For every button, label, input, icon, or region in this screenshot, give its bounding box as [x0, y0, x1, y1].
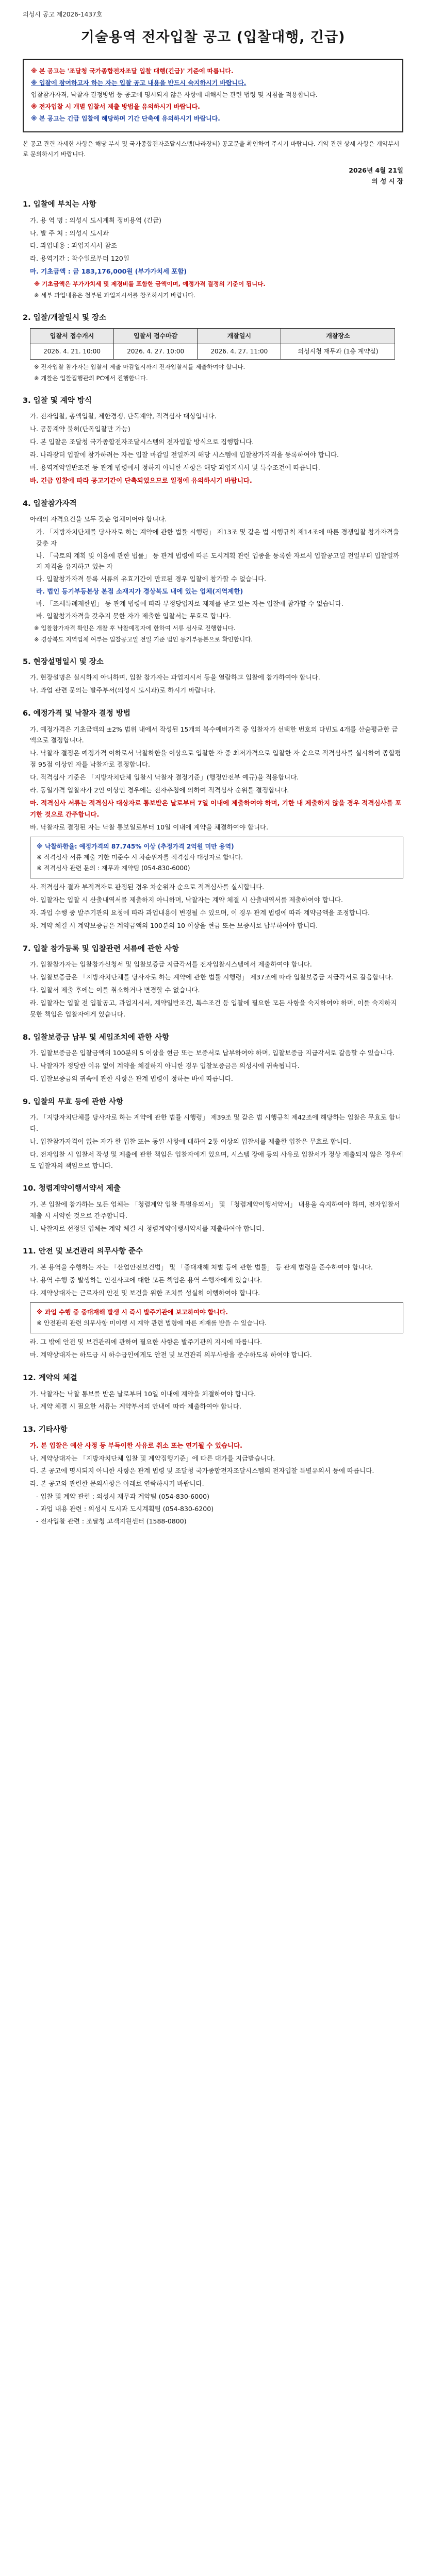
section-item: 다. 계약상대자는 근로자의 안전 및 보건을 위한 조치를 성실히 이행하여야 합니다. — [30, 1289, 260, 1297]
section-item: 라. 동일가격 입찰자가 2인 이상인 경우에는 전자추첨에 의하여 적격심사 순위를 결정합니다. — [30, 786, 289, 794]
section-item: 나. 낙찰자가 정당한 이유 없이 계약을 체결하지 아니한 경우 입찰보증금은 의성시에 귀속됩니다. — [30, 1061, 300, 1070]
notice-line: 입찰참가자격, 낙찰자 결정방법 등 공고에 명시되지 않은 사항에 대해서는 관련 법령 및 지침을 적용합니다. — [31, 91, 318, 99]
section-title: 13. 기타사항 — [23, 1426, 68, 1434]
section-item: 가. 입찰보증금은 입찰금액의 100분의 5 이상을 현금 또는 보증서로 납부하여야 하며, 입찰보증금 지급각서로 갈음할 수 있습니다. — [30, 1049, 395, 1057]
section-item: 마. 기초금액 : 금 183,176,000원 (부가가치세 포함) — [30, 267, 187, 276]
contact-line: - 과업 내용 관련 : 의성시 도시과 도시계획팀 (054-830-6200) — [36, 1505, 214, 1513]
table-cell: 2026. 4. 27. 11:00 — [198, 344, 281, 359]
section-item: 다. 입찰보증금의 귀속에 관한 사항은 관계 법령이 정하는 바에 따릅니다. — [30, 1074, 233, 1082]
section-item: 마. 용역계약일반조건 등 관계 법령에서 정하지 아니한 사항은 해당 과업지시서 및 특수조건에 따릅니다. — [30, 463, 320, 471]
section-title: 1. 입찰에 부치는 사항 — [23, 200, 96, 209]
section-item: 나. 낙찰자로 선정된 업체는 계약 체결 시 청렴계약이행서약서를 제출하여야 합니다. — [30, 1224, 265, 1232]
info-box-line: ※ 적격심사 관련 문의 : 재무과 계약팀 (054-830-6000) — [37, 865, 190, 872]
section-item: 아. 입찰자는 입찰 시 산출내역서를 제출하지 아니하며, 낙찰자는 계약 체결 시 산출내역서를 제출하여야 합니다. — [30, 896, 343, 904]
notice-line: ※ 전자입찰 시 개별 입찰서 제출 방법을 유의하시기 바랍니다. — [31, 103, 200, 111]
section-item: 다. 적격심사 기준은 「지방자치단체 입찰시 낙찰자 결정기준」(행정안전부 예규)을 적용합니다. — [30, 773, 299, 781]
section-note: ※ 세부 과업내용은 첨부된 과업지시서를 참조하시기 바랍니다. — [34, 292, 195, 299]
table-cell: 2026. 4. 27. 10:00 — [114, 344, 198, 359]
section-item: 마. 「조세특례제한법」 등 관계 법령에 따라 부정당업자로 제재를 받고 있는 자는 입찰에 참가할 수 없습니다. — [36, 600, 343, 607]
section-title: 12. 계약의 체결 — [23, 1374, 77, 1383]
page-title: 기술용역 전자입찰 공고 (입찰대행, 긴급) — [80, 29, 346, 45]
section-item: 나. 입찰보증금은 「지방자치단체를 당사자로 하는 계약에 관한 법률 시행령」 제37조에 따라 입찰보증금 지급각서로 갈음합니다. — [30, 973, 394, 981]
notice-line: ※ 본 공고는 '조달청 국가종합전자조달 입찰 대행(긴급)' 기준에 따릅니다. — [31, 67, 234, 75]
table-header: 입찰서 접수마감 — [114, 328, 198, 344]
section-item: 라. 입찰자는 입찰 전 입찰공고, 과업지시서, 계약일반조건, 특수조건 등 입찰에 필요한 모든 사항을 숙지하여야 하며, 이를 숙지하지 못한 책임은 입찰자에게 있습니다. — [30, 998, 397, 1018]
section-item: 나. 낙찰자 결정은 예정가격 이하로서 낙찰하한율 이상으로 입찰한 자 중 최저가격으로 입찰한 자 순으로 적격심사를 실시하여 종합평점 95점 이상인 자를 낙찰자로 결정합니다. — [30, 749, 401, 769]
section-item: 자. 과업 수행 중 발주기관의 요청에 따라 과업내용이 변경될 수 있으며, 이 경우 관계 법령에 따라 계약금액을 조정합니다. — [30, 909, 370, 917]
schedule-table — [30, 328, 395, 360]
section-item: 나. 발 주 처 : 의성시 도시과 — [30, 229, 109, 237]
contact-line: - 전자입찰 관련 : 조달청 고객지원센터 (1588-0800) — [36, 1517, 187, 1525]
table-cell: 의성시청 재무과 (1층 계약실) — [281, 344, 395, 359]
notice-number: 의성시 공고 제2026-1437호 — [23, 11, 103, 18]
section-item: 바. 낙찰자로 결정된 자는 낙찰 통보일로부터 10일 이내에 계약을 체결하여야 합니다. — [30, 823, 269, 831]
section-title: 5. 현장설명일시 및 장소 — [23, 658, 104, 666]
section-title: 10. 청렴계약이행서약서 제출 — [23, 1184, 121, 1193]
section-item: 라. 용역기간 : 착수일로부터 120일 — [30, 255, 129, 263]
section-item: 나. 계약상대자는 「지방자치단체 입찰 및 계약집행기준」에 따른 대가를 지급받습니다. — [30, 1454, 275, 1462]
table-row — [30, 344, 395, 359]
section-title: 2. 입찰/개찰일시 및 장소 — [23, 314, 107, 323]
section-title: 11. 안전 및 보건관리 의무사항 준수 — [23, 1247, 143, 1256]
table-header: 개찰일시 — [198, 328, 281, 344]
section-item: 다. 전자입찰 시 입찰서 작성 및 제출에 관한 책임은 입찰자에게 있으며, 시스템 장애 등의 사유로 입찰서가 정상 제출되지 않은 경우에도 입찰자의 책임으로 합니다. — [30, 1150, 403, 1170]
section-note: ※ 전자입찰 참가자는 입찰서 제출 마감일시까지 전자입찰서를 제출하여야 합니다. — [34, 363, 245, 370]
info-box-line: ※ 적격심사 서류 제출 기한 미준수 시 차순위자를 적격심사 대상자로 합니다. — [37, 854, 243, 861]
section-item: 가. 본 용역을 수행하는 자는 「산업안전보건법」 및 「중대재해 처벌 등에 관한 법률」 등 관계 법령을 준수하여야 합니다. — [30, 1263, 373, 1271]
section-note: ※ 입찰참가자격 확인은 개찰 후 낙찰예정자에 한하여 서류 심사로 진행합니다. — [34, 624, 236, 632]
section-item: 가. 용 역 명 : 의성시 도시계획 정비용역 (긴급) — [30, 216, 162, 224]
notice-box — [23, 59, 403, 132]
section-title: 9. 입찰의 무효 등에 관한 사항 — [23, 1097, 123, 1106]
section-item: 가. 본 입찰은 예산 사정 등 부득이한 사유로 취소 또는 연기될 수 있습니다. — [30, 1441, 242, 1449]
table-header: 개찰장소 — [281, 328, 395, 344]
section-title: 8. 입찰보증금 납부 및 세입조치에 관한 사항 — [23, 1033, 170, 1042]
section-item: 마. 계약상대자는 하도급 시 하수급인에게도 안전 및 보건관리 의무사항을 준수하도록 하여야 합니다. — [30, 1351, 312, 1359]
contact-line: - 입찰 및 계약 관련 : 의성시 재무과 계약팀 (054-830-6000) — [36, 1493, 209, 1501]
section-item: 나. 용역 수행 중 발생하는 안전사고에 대한 모든 책임은 용역 수행자에게 있습니다. — [30, 1276, 263, 1284]
info-box-line: ※ 안전관리 관련 의무사항 미이행 시 계약 관련 법령에 따른 제재를 받을 수 있습니다. — [37, 1319, 267, 1327]
section-item: 나. 공동계약 불허(단독입찰만 가능) — [30, 425, 130, 433]
section-item: 가. 입찰참가자는 입찰참가신청서 및 입찰보증금 지급각서를 전자입찰시스템에서 제출하여야 합니다. — [30, 960, 312, 969]
info-box — [30, 1302, 403, 1333]
section-title: 4. 입찰참가자격 — [23, 499, 77, 508]
section-item: 가. 본 입찰에 참가하는 모든 업체는 「청렴계약 입찰 특별유의서」 및 「청렴계약이행서약서」 내용을 숙지하여야 하며, 전자입찰서 제출 시 서약한 것으로 간주합니다. — [30, 1200, 400, 1219]
section-item: 나. 계약 체결 시 필요한 서류는 계약부서의 안내에 따라 제출하여야 합니다. — [30, 1402, 241, 1411]
section-item: 가. 낙찰자는 낙찰 통보를 받은 날로부터 10일 이내에 계약을 체결하여야 합니다. — [30, 1389, 256, 1398]
section-item: 바. 긴급 입찰에 따라 공고기간이 단축되었으므로 일정에 유의하시기 바랍니다. — [30, 476, 252, 484]
section-item: 바. 입찰참가자격을 갖추지 못한 자가 제출한 입찰서는 무효로 합니다. — [36, 612, 231, 620]
section-item: 나. 입찰참가자격이 없는 자가 한 입찰 또는 동일 사항에 대하여 2통 이상의 입찰서를 제출한 입찰은 무효로 합니다. — [30, 1137, 351, 1145]
section-item: 가. 현장설명은 실시하지 아니하며, 입찰 참가자는 과업지시서 등을 열람하고 입찰에 참가하여야 합니다. — [30, 673, 320, 682]
section-title: 7. 입찰 참가등록 및 입찰관련 서류에 관한 사항 — [23, 944, 179, 953]
section-item: 가. 전자입찰, 총액입찰, 제한경쟁, 단독계약, 적격심사 대상입니다. — [30, 412, 217, 420]
section-item: 라. 나라장터 입찰에 참가하려는 자는 입찰 마감일 전일까지 해당 시스템에 입찰참가자격을 등록하여야 합니다. — [30, 450, 339, 459]
section-title: 3. 입찰 및 계약 방식 — [23, 396, 92, 405]
section-item: 나. 과업 관련 문의는 발주부서(의성시 도시과)로 하시기 바랍니다. — [30, 686, 216, 694]
notice-tail: 본 공고 관련 자세한 사항은 해당 부서 및 국가종합전자조달시스템(나라장터) 공고문을 확인하여 주시기 바랍니다. 계약 관련 상세 사항은 계약부서로 문의하시기 바랍니다. — [23, 140, 400, 158]
info-box — [30, 837, 403, 878]
section-title: 6. 예정가격 및 낙찰자 결정 방법 — [23, 709, 130, 718]
issuing-organization: 의 성 시 장 — [371, 177, 403, 185]
section-item: 라. 법인 등기부등본상 본점 소재지가 경상북도 내에 있는 업체(지역제한) — [36, 587, 243, 596]
section-item: 라. 그 밖에 안전 및 보건관리에 관하여 필요한 사항은 발주기관의 지시에 따릅니다. — [30, 1338, 263, 1346]
section-item: 차. 계약 체결 시 계약보증금은 계약금액의 100분의 10 이상을 현금 또는 보증서로 납부하여야 합니다. — [30, 922, 318, 929]
notice-date: 2026년 4월 21일 — [349, 166, 403, 174]
section-item: 다. 본 공고에 명시되지 아니한 사항은 관계 법령 및 조달청 국가종합전자조달시스템의 전자입찰 특별유의서 등에 따릅니다. — [30, 1467, 374, 1475]
section-item: 다. 과업내용 : 과업지시서 참조 — [30, 242, 117, 250]
section-item: 다. 입찰참가자격 등록 서류의 유효기간이 만료된 경우 입찰에 참가할 수 없습니다. — [36, 575, 267, 583]
section-note: ※ 기초금액은 부가가치세 및 제경비를 포함한 금액이며, 예정가격 결정의 기준이 됩니다. — [34, 280, 266, 287]
info-box-line: ※ 과업 수행 중 중대재해 발생 시 즉시 발주기관에 보고하여야 합니다. — [37, 1309, 228, 1316]
table-header-row — [30, 328, 395, 344]
section-item: 가. 「지방자치단체를 당사자로 하는 계약에 관한 법률 시행령」 제39조 및 같은 법 시행규칙 제42조에 해당하는 입찰은 무효로 합니다. — [30, 1113, 402, 1132]
section-note: ※ 개찰은 입찰집행관의 PC에서 진행합니다. — [34, 374, 148, 382]
section-item: 다. 입찰서 제출 후에는 이를 취소하거나 변경할 수 없습니다. — [30, 986, 200, 994]
notice-line: ※ 입찰에 참여하고자 하는 자는 입찰 공고 내용을 반드시 숙지하시기 바랍니다. — [31, 79, 247, 87]
section-item: 마. 적격심사 서류는 적격심사 대상자로 통보받은 날로부터 7일 이내에 제출하여야 하며, 기한 내 제출하지 않을 경우 적격심사를 포기한 것으로 간주합니다. — [30, 799, 402, 818]
section-item: 사. 적격심사 결과 부적격자로 판정된 경우 차순위자 순으로 적격심사를 실시합니다. — [30, 883, 265, 891]
section-note: ※ 경상북도 지역업체 여부는 입찰공고일 전일 기준 법인 등기부등본으로 확인합니다. — [34, 635, 253, 643]
section-item: 라. 본 공고와 관련한 문의사항은 아래로 연락하시기 바랍니다. — [30, 1480, 204, 1488]
section-item: 나. 「국토의 계획 및 이용에 관한 법률」 등 관계 법령에 따른 도시계획 관련 업종을 등록한 자로서 입찰공고일 전일부터 입찰일까지 자격을 유지하고 있는 자 — [36, 551, 400, 571]
table-header: 입찰서 접수개시 — [30, 328, 114, 344]
section-item: 가. 「지방자치단체를 당사자로 하는 계약에 관한 법률 시행령」 제13조 및 같은 법 시행규칙 제14조에 따른 경쟁입찰 참가자격을 갖춘 자 — [36, 528, 399, 547]
section-item: 가. 예정가격은 기초금액의 ±2% 범위 내에서 작성된 15개의 복수예비가격 중 입찰자가 선택한 번호의 다빈도 4개를 산술평균한 금액으로 결정합니다. — [30, 725, 398, 744]
section-intro: 아래의 자격요건을 모두 갖춘 업체이어야 합니다. — [30, 515, 167, 523]
info-box-line: ※ 낙찰하한율: 예정가격의 87.745% 이상 (추정가격 2억원 미만 용역) — [37, 843, 234, 851]
section-item: 다. 본 입찰은 조달청 국가종합전자조달시스템의 전자입찰 방식으로 집행합니다. — [30, 438, 254, 446]
table-cell: 2026. 4. 21. 10:00 — [30, 344, 114, 359]
notice-line: ※ 본 공고는 긴급 입찰에 해당하며 기간 단축에 유의하시기 바랍니다. — [31, 115, 220, 123]
